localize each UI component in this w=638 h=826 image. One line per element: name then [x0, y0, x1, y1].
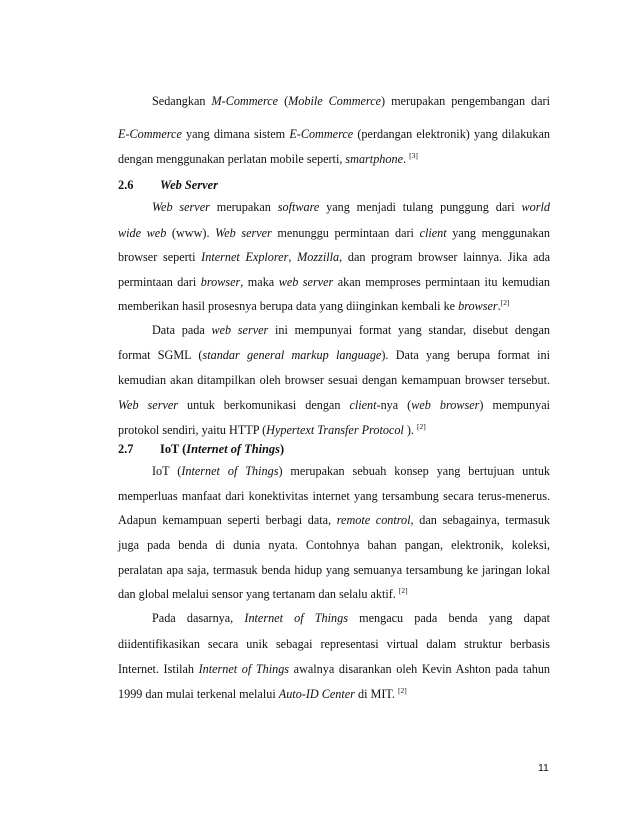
page-number: 11	[538, 762, 549, 774]
italic-text: smartphone	[345, 152, 403, 166]
italic-text: Mobile Commerce	[288, 94, 382, 108]
text-run: ).	[403, 423, 418, 437]
text-run: IoT (	[160, 442, 187, 456]
text-run: .	[497, 299, 501, 313]
paragraph-line	[118, 490, 550, 502]
text-run: yang dimana sistem	[181, 127, 290, 141]
italic-text: web browser	[411, 398, 480, 412]
section-number: 2.6	[118, 178, 134, 192]
text-run: juga pada benda di dunia nyata. Contohnya bahan pangan, elektronik, koleksi,	[118, 538, 550, 552]
citation-ref: [2]	[398, 685, 407, 695]
text-run: akan memproses permintaan itu kemudian	[333, 275, 550, 289]
text-run: .	[402, 152, 410, 166]
italic-text: browser	[458, 299, 498, 313]
italic-text: Internet of Things	[198, 662, 290, 676]
citation-ref: [3]	[409, 150, 418, 160]
text-run: (www).	[166, 226, 216, 240]
text-run: menunggu permintaan dari	[271, 226, 420, 240]
citation-ref: [2]	[398, 585, 408, 595]
text-run: ) merupakan pengembangan dari	[381, 94, 550, 108]
paragraph-line	[152, 465, 550, 477]
italic-text: Internet of Things	[186, 442, 280, 456]
paragraph-line	[118, 227, 550, 239]
text-run: ) mempunyai	[479, 398, 551, 412]
text-run: )	[279, 442, 285, 456]
paragraph-line	[118, 251, 550, 263]
text-run: ,	[288, 250, 298, 264]
italic-text: Hypertext Transfer Protocol	[266, 423, 404, 437]
paragraph-line	[118, 421, 550, 437]
italic-text: M-Commerce	[211, 94, 279, 108]
text-run: Pada dasarnya,	[152, 611, 245, 625]
paragraph-line	[118, 297, 550, 313]
text-run: memberikan hasil prosesnya berupa data yang diinginkan kembali ke	[118, 299, 459, 313]
text-run: kemudian akan ditampilkan oleh browser sesuai dengan kemampuan browser tersebut.	[118, 373, 550, 387]
paragraph-line	[152, 612, 550, 624]
italic-text: world	[521, 200, 550, 214]
italic-text: Web Server	[160, 178, 218, 192]
italic-text: wide web	[118, 226, 167, 240]
italic-text: Mozzilla	[297, 250, 340, 264]
text-run: , dan program browser lainnya. Jika ada	[339, 250, 551, 264]
text-run: Adapun kemampuan seperti berbagi data,	[118, 513, 337, 527]
text-run: yang menjadi tulang punggung dari	[319, 200, 522, 214]
section-number: 2.7	[118, 442, 134, 456]
text-run: ) merupakan sebuah konsep yang bertujuan untuk	[278, 464, 551, 478]
italic-text: E-Commerce	[289, 127, 354, 141]
text-run: memperluas manfaat dari konektivitas internet yang tersambung secara terus-menerus.	[118, 489, 550, 503]
text-run: di MIT.	[354, 687, 399, 701]
paragraph-line	[118, 128, 550, 140]
text-run: Data pada	[152, 323, 212, 337]
italic-text: Internet of Things	[244, 611, 348, 625]
citation-ref: [2]	[417, 421, 426, 431]
text-run: awalnya disarankan oleh Kevin Ashton pada tahun	[289, 662, 551, 676]
text-run: mengacu pada benda yang dapat	[347, 611, 550, 625]
text-run: -nya (	[376, 398, 412, 412]
paragraph-line	[118, 349, 550, 361]
text-run: merupakan	[209, 200, 278, 214]
section-title	[160, 442, 284, 457]
text-run: ini mempunyai format yang standar, disebut dengan	[268, 323, 551, 337]
italic-text: software	[277, 200, 320, 214]
text-run: permintaan dari	[118, 275, 201, 289]
italic-text: Internet of Things	[181, 464, 279, 478]
text-run: Sedangkan	[152, 94, 212, 108]
text-run: , maka	[240, 275, 279, 289]
italic-text: client	[419, 226, 447, 240]
text-run: peralatan apa saja, termasuk benda hidup yang semuanya tersambung ke jaringan lokal	[118, 563, 550, 577]
text-run: dan global melalui sensor yang tertanam dan selalu aktif.	[118, 587, 399, 601]
italic-text: Internet Explorer	[201, 250, 289, 264]
paragraph-line	[118, 685, 550, 701]
text-run: browser seperti	[118, 250, 202, 264]
paragraph-line	[152, 324, 550, 336]
citation-ref: [2]	[500, 297, 510, 307]
text-run: , dan sebagainya, termasuk	[410, 513, 550, 527]
paragraph-line	[118, 150, 550, 166]
italic-text: web server	[211, 323, 269, 337]
paragraph-line	[118, 514, 550, 526]
paragraph-line	[118, 276, 550, 288]
paragraph-line	[118, 374, 550, 386]
italic-text: Web server	[152, 200, 210, 214]
paragraph-line	[152, 95, 550, 107]
italic-text: standar general markup language	[202, 348, 382, 362]
paragraph-line	[118, 564, 550, 576]
text-run: yang menggunakan	[446, 226, 550, 240]
italic-text: remote control	[336, 513, 411, 527]
text-run: dengan menggunakan perlatan mobile seperti,	[118, 152, 346, 166]
text-run: Internet. Istilah	[118, 662, 199, 676]
italic-text: web server	[278, 275, 334, 289]
text-run: (	[278, 94, 289, 108]
italic-text: client	[349, 398, 377, 412]
italic-text: browser	[200, 275, 241, 289]
text-run: 1999 dan mulai terkenal melalui	[118, 687, 279, 701]
text-run: diidentifikasikan secara unik sebagai representasi virtual dalam struktur berbasis	[118, 637, 550, 651]
text-run: IoT (	[152, 464, 182, 478]
text-run: protokol sendiri, yaitu HTTP (	[118, 423, 267, 437]
text-run: untuk berkomunikasi dengan	[178, 398, 350, 412]
italic-text: E-Commerce	[118, 127, 182, 141]
paragraph-line	[118, 638, 550, 650]
paragraph-line	[118, 399, 550, 411]
paragraph-line	[118, 663, 550, 675]
italic-text: Web server	[118, 398, 179, 412]
text-run: format SGML (	[118, 348, 203, 362]
italic-text: Auto-ID Center	[278, 687, 355, 701]
paragraph-line	[118, 539, 550, 551]
italic-text: Web server	[215, 226, 272, 240]
text-run: (perdangan elektronik) yang dilakukan	[353, 127, 550, 141]
text-run: ). Data yang berupa format ini	[381, 348, 550, 362]
paragraph-line	[118, 585, 550, 601]
section-title	[160, 178, 218, 193]
paragraph-line	[152, 201, 550, 213]
